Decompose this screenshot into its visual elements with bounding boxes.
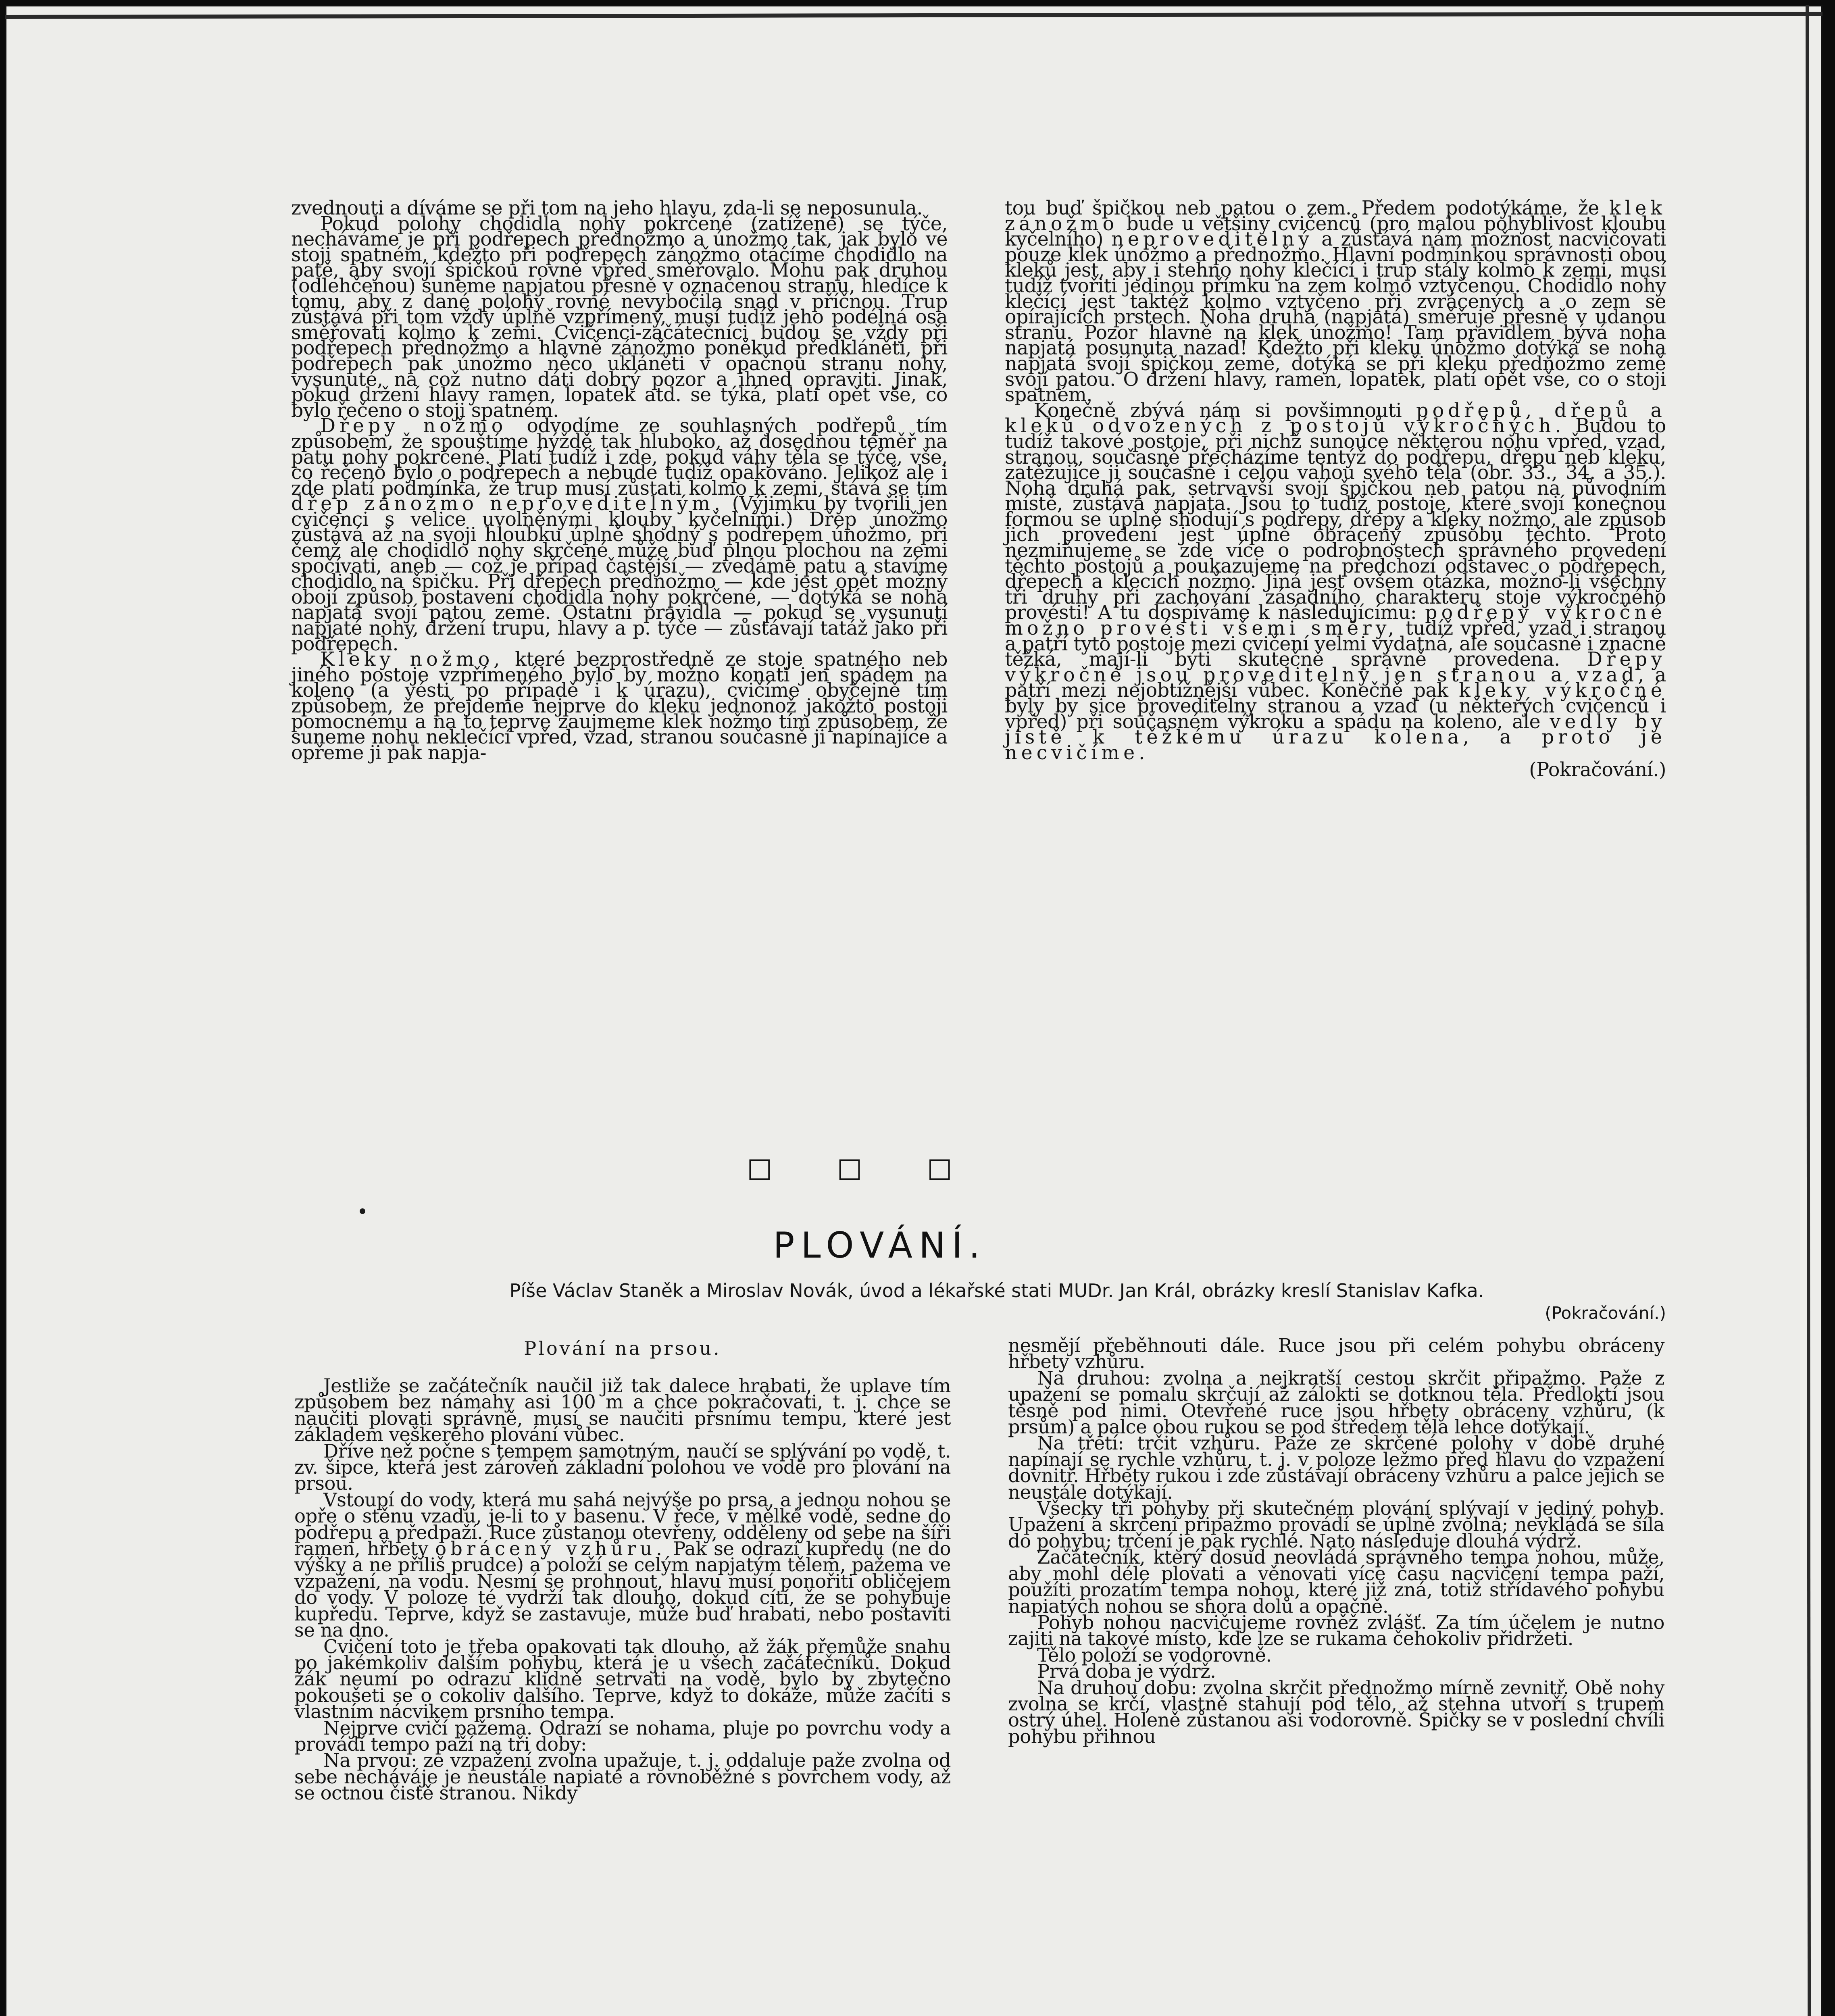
- article-one-left-column: [291, 197, 948, 764]
- paragraph: tou buď špičkou neb patou o zem. Předem podotýkáme, že klek zánožmo bude u většiny cvičenců (pro malou pohyblivost kloubu kyčelního) neproveditelný a zůstává nám možnost nacvičovati pouze klek únožmo a přednožmo. Hlavní podmínkou správnosti obou kleků jest, aby i stehno nohy klečící i trup stály kolmo k zemi, musí tudíž tvořiti jedinou přímku na zem kolmo vztyčenou. Chodidlo nohy klečící jest taktéž kolmo vztyčeno při zvrácených a o zem se opírajících prstech. Noha druhá (napjatá) směřuje přesně v udanou stranu. Pozor hlavně na klek únožmo! Tam pravidlem bývá noha napjatá posunuta nazad! Kdežto při kleku únožmo dotýká se noha napjatá svojí špičkou země, dotýká se při kleku přednožmo země svojí patou. O držení hlavy, ramen, lopatek, platí opět vše, co o stoji spatném.: [1005, 197, 1666, 406]
- paragraph: Prvá doba je výdrž.: [1037, 1660, 1216, 1683]
- article-title: PLOVÁNÍ.: [773, 1225, 987, 1266]
- paragraph: Jestliže se začátečník naučil již tak dalece hrabati, že uplave tím způsobem bez námahy asi 100 m a chce pokračovati, t. j. chce se naučiti plovati správně, musí se naučiti prsnímu tempu, které jest základem veškerého plování vůbec.: [294, 1375, 951, 1446]
- paragraph: Tělo položí se vodorovně.: [1037, 1644, 1272, 1666]
- paragraph: Nejprve cvičí pažema. Odrazí se nohama, pluje po povrchu vody a provádí tempo paží na tři doby:: [294, 1717, 951, 1755]
- paragraph: Dřepy nožmo odvodíme ze souhlasných podřepů tím způsobem, že spouštíme hýždě tak hluboko, až dosednou téměř na patu nohy pokrčené. Platí tudíž i zde, pokud váhy těla se týče, vše, co řečeno bylo o podřepech a nebude tudíž opakováno. Jelikož ale i zde platí podmínka, že trup musí zůstati kolmo k zemi, stává se tím dřep zánožmo neproveditelným. (Výjimku by tvořili jen cvičenci s velice uvolněnými klouby kyčelními.) Dřep únožmo zůstává až na svoji hloubku úplně shodný s podřepem únožmo, při čemž ale chodidlo nohy skrčené může buď plnou plochou na zemi spočívati, aneb — což je případ častější — zvedáme patu a stavíme chodidlo na špičku. Při dřepech přednožmo — kde jest opět možný obojí způsob postavení chodidla nohy pokrčené, — dotýká se noha napjatá svojí patou země. Ostatní pravidla — pokud se vysunutí napjaté nohy, držení trupu, hlavy a p. týče — zůstávají tatáž jako při podřepech.: [291, 415, 948, 655]
- paragraph: Na druhou: zvolna a nejkratší cestou skrčit připažmo. Paže z upažení se pomalu skrčují až zálokti se dotknou těla. Předloktí jsou těsně pod nimi. Otevřené ruce jsou hřbety obráceny vzhůru, (k prsům) a palce obou rukou se pod středem těla lehce dotýkají.: [1008, 1367, 1664, 1438]
- article-two-right-column: [1008, 1337, 1664, 1745]
- paragraph: Kleky nožmo, které bezprostředně ze stoje spatného neb jiného postoje vzpřímeného bylo by možno konati jen spádem na koleno (a vésti po případě i k úrazu), cvičíme obyčejně tím způsobem, že přejdeme nejprve do kleku jednonož jakožto postoji pomocnému a na to teprve zaujmeme klek nožmo tím způsobem, že suneme nohu neklečící vpřed, vzad, stranou současně ji napínajíce a opřeme ji pak napja-: [291, 648, 948, 764]
- scanned-page: [5, 5, 1823, 2016]
- spaced-term: Dřepy nožmo: [320, 415, 507, 437]
- paragraph: Všecky tři pohyby při skutečném plování splývají v jediný pohyb. Upažení a skrčení připažmo provádí se úplně zvolna; nevkládá se síla do pohybu; trčení je pak rychlé. Nato následuje dlouhá výdrž.: [1008, 1497, 1664, 1552]
- spaced-term: podřepy výkročné možno provésti všemi směry,: [1005, 602, 1666, 640]
- continued-note: (Pokračování.): [1529, 759, 1666, 781]
- article-two-left-column: [294, 1337, 951, 1804]
- paragraph: Konečně zbývá nám si povšimnouti podřepů, dřepů a kleků odvozených z postojů výkročných. Budou to tudíž takové postoje, při nichž sunouce některou nohu vpřed, vzad, stranou, současně přecházíme tentýž do podřepu, dřepu neb kleku, zatěžujíce ji současně i celou vahou svého těla (obr. 33., 34. a 35.). Noha druhá pak, setrvavší svojí špičkou neb patou na původním místě, zůstává napjata. Jsou to tudíž postoje, které svojí konečnou formou se úplně shodují s podřepy, dřepy a kleky nožmo, ale způsob jich provedení jest úplně obrácený způsobu těchto. Proto nezmiňujeme se zde více o podrobnostech správného provedení těchto postojů a poukazujeme na předchozí odstavec o podřepech, dřepech a klecích nožmo. Jiná jest ovšem otázka, možno-li všechny tři druhy při zachování zásadního charakteru stoje výkročného provésti! A tu dospíváme k následujícímu: podřepy výkročné možno provésti všemi směry, tudíž vpřed, vzad i stranou a patří tyto postoje mezi cvičení velmi vydatná, ale současně i značně těžká, mají-li býti skutečně správně provedena. Dřepy výkročné jsou proveditelny jen stranou a vzad, a patří mezi nejobtížnější vůbec. Konečně pak kleky výkročné byly by sice proveditelny stranou a vzad (u některých cvičenců i vpřed) při současném výkroku a spádu na koleno, ale vedly by jistě k těžkému úrazu kolena, a proto je necvičíme.: [1005, 399, 1666, 764]
- paragraph: zvednouti a díváme se při tom na jeho hlavu, zda-li se neposunula.: [291, 197, 923, 219]
- spaced-term: Dřepy výkročné jsou proveditelny jen stranou a vzad,: [1005, 648, 1666, 686]
- paragraph: Na prvou: ze vzpažení zvolna upažuje, t. j. oddaluje paže zvolna od sebe necháváje je neustále napiaté a rovnoběžné s povrchem vody, až se octnou čistě stranou. Nikdy: [294, 1749, 951, 1804]
- paragraph: Pokud polohy chodidla nohy pokrčené (zatížené) se týče, necháváme je při podřepech přednožmo a únožmo tak, jak bylo ve stoji spatném, kdežto při podřepech zánožmo otáčíme chodidlo na patě, aby svojí špičkou rovně vpřed směřovalo. Mohu pak druhou (odlehčenou) suneme napjatou přesně v označenou stranu, hledíce k tomu, aby z dané polohy rovné nevybočila snad v příčnou. Trup zůstává při tom vždy úplně vzpřímený, musí tudíž jeho podélná osa směřovati kolmo k zemi. Cvičenci-začátečníci budou se vždy při podřepech přednožmo a hlavně zánožmo poněkud předkláněti, při podřepech pak únožmo něco ukláněti v opačnou stranu nohy, vysunuté, na což nutno dáti dobrý pozor a ihned opraviti. Jinak, pokud držení hlavy ramen, lopatek atd. se týká, platí opět vše, co bylo řečeno o stoji spatném.: [291, 212, 948, 422]
- top-border-line: [5, 14, 1823, 17]
- spaced-term: dřep zánožmo neproveditelným.: [291, 493, 724, 515]
- spaced-term: kleky výkročné: [1459, 679, 1666, 702]
- article-byline: Píše Václav Staněk a Miroslav Novák, úvod a lékařské stati MUDr. Jan Král, obrázky kreslí Stanislav Kafka.: [509, 1280, 1484, 1302]
- spaced-term: obrácený vzhůru.: [435, 1538, 666, 1560]
- spaced-term: Kleky nožmo,: [320, 648, 504, 671]
- section-subheading: Plování na prsou.: [524, 1337, 721, 1359]
- speck: [360, 1208, 365, 1214]
- paragraph: Dříve než počne s tempem samotným, naučí se splývání po vodě, t. zv. šipce, která jest zároveň základní polohou ve vodě pro plování na prsou.: [294, 1440, 951, 1495]
- paragraph: Cvičení toto je třeba opakovati tak dlouho, až žák přemůže snahu po jakémkoliv dalším pohybu, která je u všech začátečníků. Dokud žák neumí po odrazu klidně setrvati na vodě, bylo by zbytečno pokoušeti se o cokoliv dalšího. Teprve, když to dokáže, může začíti s vlastním nácvikem prsního tempa.: [294, 1635, 951, 1723]
- paragraph: Vstoupí do vody, která mu sahá nejvýše po prsa, a jednou nohou se opře o stěnu vzadu, je-li to v basenu. V řece, v mělké vodě, sedne do podřepu a předpaží. Ruce zůstanou otevřeny, odděleny od sebe na šíři ramen, hřbety obrácený vzhůru. Pak se odrazí kupředu (ne do výšky a ne příliš prudce) a položí se celým napjatým tělem, pažema ve vzpažení, na vodu. Nesmí se prohnout, hlavu musí ponořiti obličejem do vody. V poloze té vydrží tak dlouho, dokud cítí, že se pohybuje kupředu. Teprve, když se zastavuje, může buď hrabati, nebo postaviti se na dno.: [294, 1489, 951, 1641]
- paragraph: nesmějí přeběhnouti dále. Ruce jsou při celém pohybu obráceny hřbety vzhůru.: [1008, 1335, 1664, 1373]
- continued-note: (Pokračování.): [1545, 1303, 1666, 1323]
- right-border-line: [1807, 5, 1810, 2016]
- paragraph: Začátečník, který dosud neovládá správného tempa nohou, může, aby mohl déle plovati a věnovati více času nacvičení tempa paží, použíti prozatím tempa nohou, které již zná, totiž střídavého pohybu napiatých nohou se shora dolů a opačně.: [1008, 1546, 1664, 1617]
- spaced-term: podřepů, dřepů a kleků odvozených z postojů výkročných.: [1005, 399, 1666, 437]
- paragraph: Pohyb nohou nacvičujeme rovněž zvlášť. Za tím účelem je nutno zajiti na takové místo, kde lze se rukama čehokoliv přidržeti.: [1008, 1611, 1664, 1650]
- paragraph: Na třetí: trčit vzhůru. Paže ze skrčené polohy v době druhé napínají se rychle vzhůru, t. j. v poloze ležmo před hlavu do vzpažení dovnitř. Hřbety rukou i zde zůstávají obráceny vzhůru a palce jejich se neustále dotýkají.: [1008, 1432, 1664, 1503]
- article-one-right-column: [1005, 197, 1666, 781]
- section-separator: □ □ □: [747, 1152, 981, 1183]
- spaced-term: neproveditelný: [1111, 228, 1314, 251]
- paragraph: Na druhou dobu: zvolna skrčit přednožmo mírně zevnitř. Obě nohy zvolna se krčí, vlastně stahují pod tělo, až stehna utvoří s trupem ostrý úhel. Holeně zůstanou asi vodorovně. Špičky se v poslední chvíli pohybu přihnou: [1008, 1677, 1664, 1747]
- spaced-term: klek zánožmo: [1005, 197, 1666, 235]
- spaced-term: vedly by jistě k těžkému úrazu kolena, a proto je necvičíme.: [1005, 710, 1666, 764]
